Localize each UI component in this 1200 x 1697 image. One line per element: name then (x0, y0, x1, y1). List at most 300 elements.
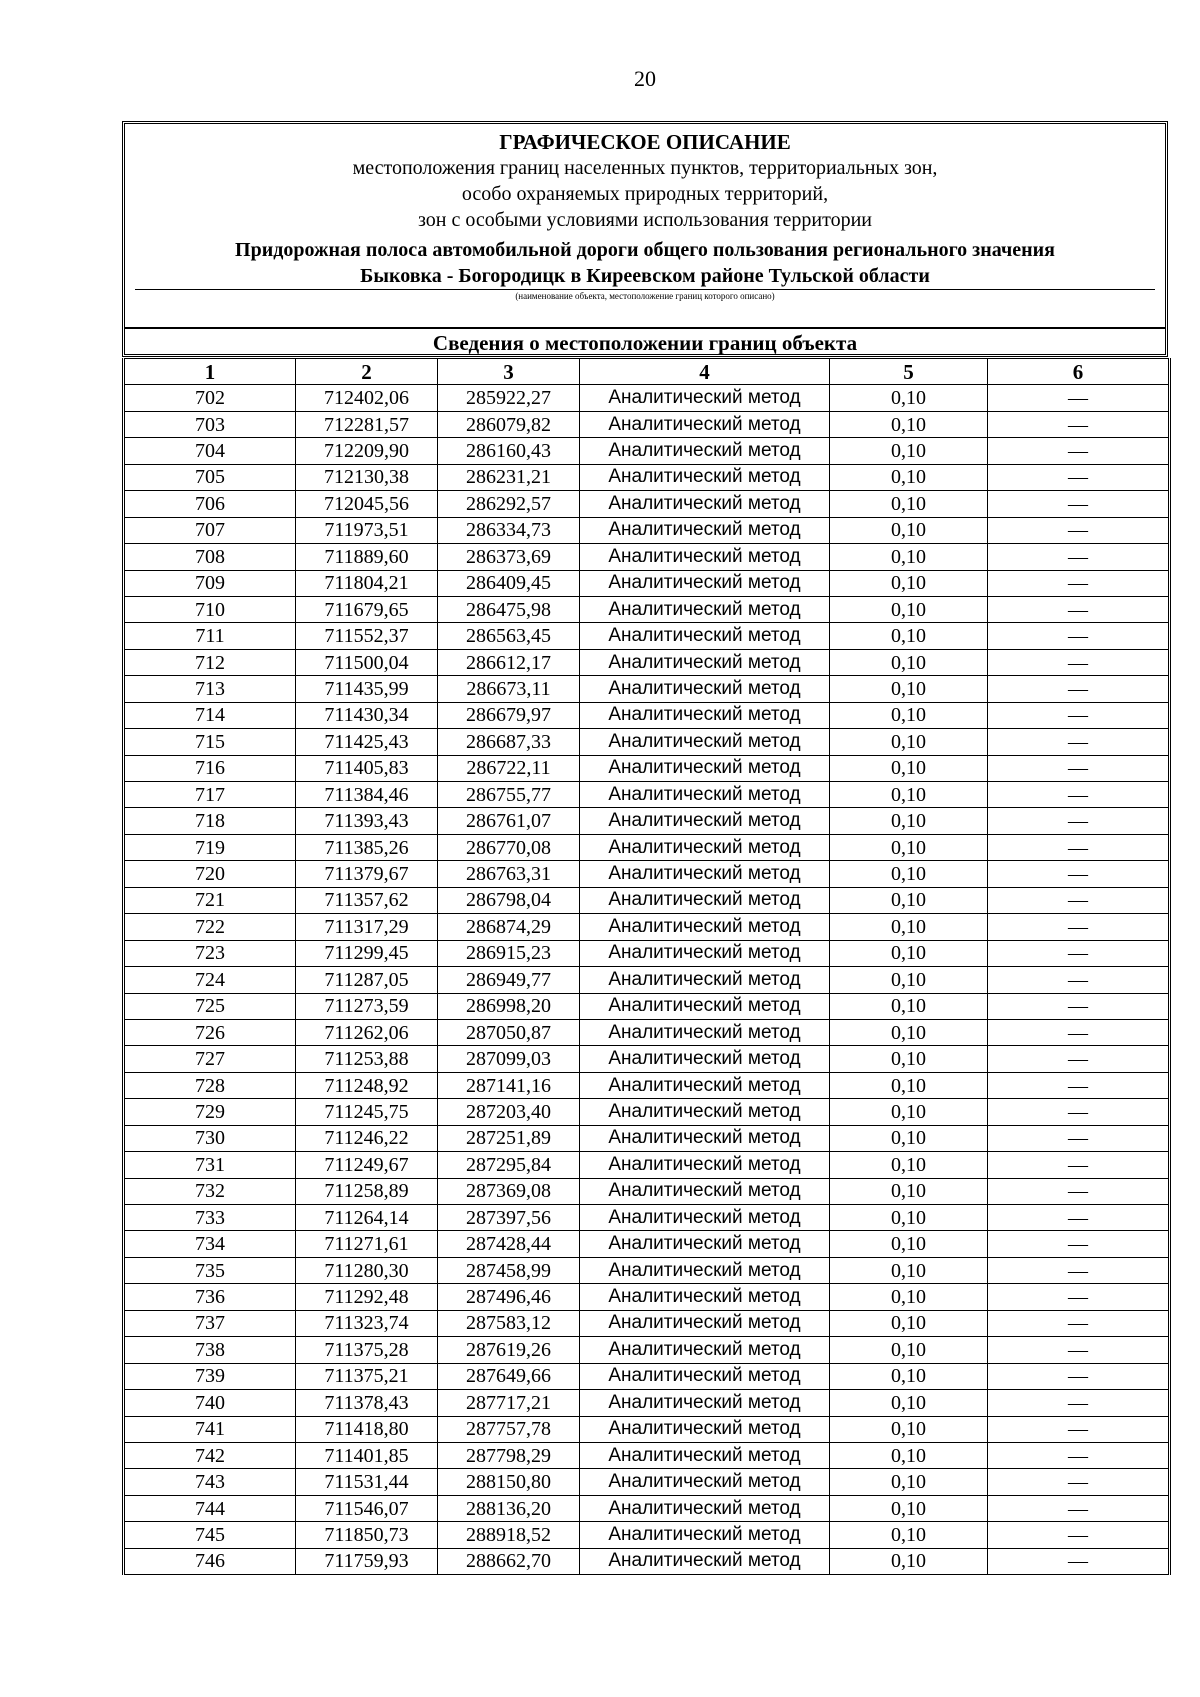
description-cell: — (988, 834, 1170, 860)
y-coordinate-cell: 286915,23 (438, 940, 580, 966)
description-cell: — (988, 1178, 1170, 1204)
x-coordinate-cell: 712281,57 (296, 411, 438, 437)
table-row (124, 834, 1170, 860)
method-cell: Аналитический метод (580, 834, 830, 860)
description-cell: — (988, 1205, 1170, 1231)
accuracy-cell: 0,10 (830, 1469, 988, 1495)
description-cell: — (988, 544, 1170, 570)
point-number-cell: 713 (124, 676, 296, 702)
accuracy-cell: 0,10 (830, 1337, 988, 1363)
table-row (124, 1231, 1170, 1257)
description-cell: — (988, 1152, 1170, 1178)
x-coordinate-cell: 711262,06 (296, 1019, 438, 1045)
point-number-cell: 731 (124, 1152, 296, 1178)
description-cell: — (988, 993, 1170, 1019)
x-coordinate-cell: 711430,34 (296, 702, 438, 728)
object-caption: (наименование объекта, местоположение границ которого описано) (515, 291, 775, 301)
y-coordinate-cell: 286998,20 (438, 993, 580, 1019)
x-coordinate-cell: 711317,29 (296, 914, 438, 940)
x-coordinate-cell: 711418,80 (296, 1416, 438, 1442)
object-underline (135, 289, 1155, 290)
y-coordinate-cell: 286770,08 (438, 834, 580, 860)
description-cell: — (988, 1072, 1170, 1098)
accuracy-cell: 0,10 (830, 1152, 988, 1178)
method-cell: Аналитический метод (580, 1205, 830, 1231)
y-coordinate-cell: 287295,84 (438, 1152, 580, 1178)
description-cell: — (988, 676, 1170, 702)
accuracy-cell: 0,10 (830, 1231, 988, 1257)
point-number-cell: 734 (124, 1231, 296, 1257)
x-coordinate-cell: 711425,43 (296, 729, 438, 755)
table-row (124, 861, 1170, 887)
table-row (124, 1205, 1170, 1231)
point-number-cell: 709 (124, 570, 296, 596)
point-number-cell: 738 (124, 1337, 296, 1363)
y-coordinate-cell: 287050,87 (438, 1019, 580, 1045)
point-number-cell: 745 (124, 1522, 296, 1548)
accuracy-cell: 0,10 (830, 464, 988, 490)
y-coordinate-cell: 286334,73 (438, 517, 580, 543)
y-coordinate-cell: 286475,98 (438, 596, 580, 622)
y-coordinate-cell: 287203,40 (438, 1099, 580, 1125)
accuracy-cell: 0,10 (830, 1522, 988, 1548)
description-cell: — (988, 1442, 1170, 1468)
table-row (124, 438, 1170, 464)
point-number-cell: 715 (124, 729, 296, 755)
point-number-cell: 718 (124, 808, 296, 834)
method-cell: Аналитический метод (580, 755, 830, 781)
y-coordinate-cell: 287251,89 (438, 1125, 580, 1151)
method-cell: Аналитический метод (580, 544, 830, 570)
table-row (124, 755, 1170, 781)
x-coordinate-cell: 711405,83 (296, 755, 438, 781)
accuracy-cell: 0,10 (830, 729, 988, 755)
y-coordinate-cell: 287397,56 (438, 1205, 580, 1231)
table-row (124, 1522, 1170, 1548)
y-coordinate-cell: 286874,29 (438, 914, 580, 940)
method-cell: Аналитический метод (580, 914, 830, 940)
point-number-cell: 729 (124, 1099, 296, 1125)
accuracy-cell: 0,10 (830, 993, 988, 1019)
y-coordinate-cell: 285922,27 (438, 385, 580, 411)
description-cell: — (988, 782, 1170, 808)
accuracy-cell: 0,10 (830, 649, 988, 675)
accuracy-cell: 0,10 (830, 544, 988, 570)
method-cell: Аналитический метод (580, 1125, 830, 1151)
description-cell: — (988, 1125, 1170, 1151)
point-number-cell: 739 (124, 1363, 296, 1389)
y-coordinate-cell: 288662,70 (438, 1548, 580, 1574)
point-number-cell: 733 (124, 1205, 296, 1231)
x-coordinate-cell: 711280,30 (296, 1257, 438, 1283)
point-number-cell: 730 (124, 1125, 296, 1151)
table-row (124, 808, 1170, 834)
method-cell: Аналитический метод (580, 1442, 830, 1468)
method-cell: Аналитический метод (580, 1046, 830, 1072)
description-cell: — (988, 887, 1170, 913)
point-number-cell: 712 (124, 649, 296, 675)
accuracy-cell: 0,10 (830, 517, 988, 543)
accuracy-cell: 0,10 (830, 1099, 988, 1125)
y-coordinate-cell: 287717,21 (438, 1390, 580, 1416)
accuracy-cell: 0,10 (830, 1310, 988, 1336)
x-coordinate-cell: 712209,90 (296, 438, 438, 464)
point-number-cell: 744 (124, 1495, 296, 1521)
column-header: 4 (580, 359, 830, 385)
table-row (124, 517, 1170, 543)
table-row (124, 1046, 1170, 1072)
method-cell: Аналитический метод (580, 464, 830, 490)
method-cell: Аналитический метод (580, 1522, 830, 1548)
method-cell: Аналитический метод (580, 1495, 830, 1521)
y-coordinate-cell: 287428,44 (438, 1231, 580, 1257)
section-title: Сведения о местоположении границ объекта (432, 331, 858, 355)
method-cell: Аналитический метод (580, 729, 830, 755)
method-cell: Аналитический метод (580, 623, 830, 649)
accuracy-cell: 0,10 (830, 1125, 988, 1151)
y-coordinate-cell: 287099,03 (438, 1046, 580, 1072)
accuracy-cell: 0,10 (830, 1363, 988, 1389)
description-cell: — (988, 1019, 1170, 1045)
point-number-cell: 707 (124, 517, 296, 543)
table-row (124, 993, 1170, 1019)
y-coordinate-cell: 286949,77 (438, 967, 580, 993)
description-cell: — (988, 1310, 1170, 1336)
method-cell: Аналитический метод (580, 1548, 830, 1574)
table-row (124, 1178, 1170, 1204)
x-coordinate-cell: 711378,43 (296, 1390, 438, 1416)
point-number-cell: 724 (124, 967, 296, 993)
point-number-cell: 723 (124, 940, 296, 966)
accuracy-cell: 0,10 (830, 1548, 988, 1574)
x-coordinate-cell: 711249,67 (296, 1152, 438, 1178)
method-cell: Аналитический метод (580, 887, 830, 913)
point-number-cell: 704 (124, 438, 296, 464)
x-coordinate-cell: 712045,56 (296, 491, 438, 517)
point-number-cell: 716 (124, 755, 296, 781)
x-coordinate-cell: 711531,44 (296, 1469, 438, 1495)
table-row (124, 1442, 1170, 1468)
accuracy-cell: 0,10 (830, 385, 988, 411)
y-coordinate-cell: 286079,82 (438, 411, 580, 437)
description-cell: — (988, 517, 1170, 543)
accuracy-cell: 0,10 (830, 676, 988, 702)
accuracy-cell: 0,10 (830, 834, 988, 860)
description-cell: — (988, 940, 1170, 966)
method-cell: Аналитический метод (580, 649, 830, 675)
accuracy-cell: 0,10 (830, 491, 988, 517)
y-coordinate-cell: 287458,99 (438, 1257, 580, 1283)
y-coordinate-cell: 288918,52 (438, 1522, 580, 1548)
subtitle-line-2: особо охраняемых природных территорий, (461, 183, 829, 205)
table-row (124, 967, 1170, 993)
accuracy-cell: 0,10 (830, 1495, 988, 1521)
method-cell: Аналитический метод (580, 1416, 830, 1442)
table-row (124, 1363, 1170, 1389)
point-number-cell: 711 (124, 623, 296, 649)
accuracy-cell: 0,10 (830, 1072, 988, 1098)
description-cell: — (988, 1231, 1170, 1257)
point-number-cell: 719 (124, 834, 296, 860)
accuracy-cell: 0,10 (830, 782, 988, 808)
point-number-cell: 743 (124, 1469, 296, 1495)
x-coordinate-cell: 711435,99 (296, 676, 438, 702)
description-cell: — (988, 1416, 1170, 1442)
description-cell: — (988, 861, 1170, 887)
x-coordinate-cell: 711679,65 (296, 596, 438, 622)
table-row (124, 570, 1170, 596)
table-row (124, 596, 1170, 622)
description-cell: — (988, 1257, 1170, 1283)
accuracy-cell: 0,10 (830, 967, 988, 993)
x-coordinate-cell: 712130,38 (296, 464, 438, 490)
method-cell: Аналитический метод (580, 993, 830, 1019)
accuracy-cell: 0,10 (830, 1442, 988, 1468)
table-row (124, 1072, 1170, 1098)
y-coordinate-cell: 287369,08 (438, 1178, 580, 1204)
accuracy-cell: 0,10 (830, 623, 988, 649)
accuracy-cell: 0,10 (830, 702, 988, 728)
y-coordinate-cell: 286612,17 (438, 649, 580, 675)
method-cell: Аналитический метод (580, 438, 830, 464)
point-number-cell: 717 (124, 782, 296, 808)
x-coordinate-cell: 711258,89 (296, 1178, 438, 1204)
description-cell: — (988, 596, 1170, 622)
y-coordinate-cell: 286160,43 (438, 438, 580, 464)
y-coordinate-cell: 288136,20 (438, 1495, 580, 1521)
accuracy-cell: 0,10 (830, 755, 988, 781)
accuracy-cell: 0,10 (830, 1284, 988, 1310)
y-coordinate-cell: 287141,16 (438, 1072, 580, 1098)
description-cell: — (988, 438, 1170, 464)
point-number-cell: 732 (124, 1178, 296, 1204)
point-number-cell: 706 (124, 491, 296, 517)
description-cell: — (988, 385, 1170, 411)
y-coordinate-cell: 286687,33 (438, 729, 580, 755)
method-cell: Аналитический метод (580, 1152, 830, 1178)
table-row (124, 1469, 1170, 1495)
y-coordinate-cell: 287649,66 (438, 1363, 580, 1389)
description-cell: — (988, 1495, 1170, 1521)
x-coordinate-cell: 711246,22 (296, 1125, 438, 1151)
document-title: ГРАФИЧЕСКОЕ ОПИСАНИЕ (499, 130, 791, 154)
table-row (124, 914, 1170, 940)
accuracy-cell: 0,10 (830, 596, 988, 622)
x-coordinate-cell: 711973,51 (296, 517, 438, 543)
description-cell: — (988, 1548, 1170, 1574)
column-header: 3 (438, 359, 580, 385)
table-row (124, 1310, 1170, 1336)
x-coordinate-cell: 711323,74 (296, 1310, 438, 1336)
y-coordinate-cell: 286755,77 (438, 782, 580, 808)
point-number-cell: 726 (124, 1019, 296, 1045)
accuracy-cell: 0,10 (830, 914, 988, 940)
y-coordinate-cell: 286763,31 (438, 861, 580, 887)
y-coordinate-cell: 287757,78 (438, 1416, 580, 1442)
table-row (124, 491, 1170, 517)
table-row (124, 649, 1170, 675)
accuracy-cell: 0,10 (830, 1390, 988, 1416)
accuracy-cell: 0,10 (830, 1019, 988, 1045)
subtitle-line-3: зон с особыми условиями использования территории (417, 209, 873, 231)
method-cell: Аналитический метод (580, 808, 830, 834)
description-cell: — (988, 1046, 1170, 1072)
table-row (124, 464, 1170, 490)
point-number-cell: 722 (124, 914, 296, 940)
y-coordinate-cell: 287583,12 (438, 1310, 580, 1336)
description-cell: — (988, 1284, 1170, 1310)
method-cell: Аналитический метод (580, 967, 830, 993)
point-number-cell: 708 (124, 544, 296, 570)
method-cell: Аналитический метод (580, 570, 830, 596)
description-cell: — (988, 411, 1170, 437)
table-row (124, 1019, 1170, 1045)
accuracy-cell: 0,10 (830, 887, 988, 913)
method-cell: Аналитический метод (580, 782, 830, 808)
method-cell: Аналитический метод (580, 1231, 830, 1257)
table-row (124, 1495, 1170, 1521)
x-coordinate-cell: 711552,37 (296, 623, 438, 649)
table-header-row (124, 359, 1170, 385)
x-coordinate-cell: 711889,60 (296, 544, 438, 570)
point-number-cell: 741 (124, 1416, 296, 1442)
table-row (124, 1152, 1170, 1178)
y-coordinate-cell: 286563,45 (438, 623, 580, 649)
method-cell: Аналитический метод (580, 861, 830, 887)
method-cell: Аналитический метод (580, 385, 830, 411)
x-coordinate-cell: 711500,04 (296, 649, 438, 675)
table-row (124, 1125, 1170, 1151)
y-coordinate-cell: 286292,57 (438, 491, 580, 517)
method-cell: Аналитический метод (580, 1390, 830, 1416)
point-number-cell: 725 (124, 993, 296, 1019)
object-name-line-2: Быковка - Богородицк в Киреевском районе Тульской области (360, 265, 930, 287)
description-cell: — (988, 914, 1170, 940)
method-cell: Аналитический метод (580, 1284, 830, 1310)
table-row (124, 1416, 1170, 1442)
method-cell: Аналитический метод (580, 1257, 830, 1283)
x-coordinate-cell: 711248,92 (296, 1072, 438, 1098)
column-header: 2 (296, 359, 438, 385)
x-coordinate-cell: 711804,21 (296, 570, 438, 596)
point-number-cell: 702 (124, 385, 296, 411)
x-coordinate-cell: 711401,85 (296, 1442, 438, 1468)
column-header: 1 (124, 359, 296, 385)
point-number-cell: 703 (124, 411, 296, 437)
y-coordinate-cell: 286679,97 (438, 702, 580, 728)
x-coordinate-cell: 711264,14 (296, 1205, 438, 1231)
point-number-cell: 728 (124, 1072, 296, 1098)
x-coordinate-cell: 711384,46 (296, 782, 438, 808)
method-cell: Аналитический метод (580, 1072, 830, 1098)
column-header: 5 (830, 359, 988, 385)
document-header-frame (122, 121, 1168, 357)
x-coordinate-cell: 712402,06 (296, 385, 438, 411)
accuracy-cell: 0,10 (830, 1046, 988, 1072)
description-cell: — (988, 570, 1170, 596)
description-cell: — (988, 808, 1170, 834)
description-cell: — (988, 491, 1170, 517)
table-row (124, 887, 1170, 913)
point-number-cell: 727 (124, 1046, 296, 1072)
y-coordinate-cell: 287798,29 (438, 1442, 580, 1468)
accuracy-cell: 0,10 (830, 411, 988, 437)
method-cell: Аналитический метод (580, 940, 830, 966)
y-coordinate-cell: 286409,45 (438, 570, 580, 596)
description-cell: — (988, 649, 1170, 675)
x-coordinate-cell: 711299,45 (296, 940, 438, 966)
table-row (124, 676, 1170, 702)
method-cell: Аналитический метод (580, 517, 830, 543)
method-cell: Аналитический метод (580, 1099, 830, 1125)
description-cell: — (988, 1390, 1170, 1416)
point-number-cell: 737 (124, 1310, 296, 1336)
description-cell: — (988, 1522, 1170, 1548)
x-coordinate-cell: 711850,73 (296, 1522, 438, 1548)
x-coordinate-cell: 711287,05 (296, 967, 438, 993)
table-row (124, 1337, 1170, 1363)
table-row (124, 729, 1170, 755)
description-cell: — (988, 702, 1170, 728)
description-cell: — (988, 1469, 1170, 1495)
description-cell: — (988, 755, 1170, 781)
method-cell: Аналитический метод (580, 411, 830, 437)
x-coordinate-cell: 711385,26 (296, 834, 438, 860)
table-row (124, 1548, 1170, 1574)
table-row (124, 702, 1170, 728)
x-coordinate-cell: 711253,88 (296, 1046, 438, 1072)
point-number-cell: 736 (124, 1284, 296, 1310)
method-cell: Аналитический метод (580, 1363, 830, 1389)
description-cell: — (988, 1337, 1170, 1363)
accuracy-cell: 0,10 (830, 861, 988, 887)
y-coordinate-cell: 286373,69 (438, 544, 580, 570)
table-row (124, 782, 1170, 808)
y-coordinate-cell: 287496,46 (438, 1284, 580, 1310)
table-row (124, 1284, 1170, 1310)
y-coordinate-cell: 286722,11 (438, 755, 580, 781)
column-header: 6 (988, 359, 1170, 385)
method-cell: Аналитический метод (580, 702, 830, 728)
coordinates-table (122, 358, 1171, 1575)
method-cell: Аналитический метод (580, 1310, 830, 1336)
subtitle-line-1: местоположения границ населенных пунктов, территориальных зон, (352, 157, 938, 179)
x-coordinate-cell: 711546,07 (296, 1495, 438, 1521)
description-cell: — (988, 729, 1170, 755)
page-number: 20 (634, 66, 656, 91)
x-coordinate-cell: 711375,21 (296, 1363, 438, 1389)
method-cell: Аналитический метод (580, 1469, 830, 1495)
x-coordinate-cell: 711393,43 (296, 808, 438, 834)
accuracy-cell: 0,10 (830, 940, 988, 966)
table-row (124, 1099, 1170, 1125)
accuracy-cell: 0,10 (830, 1416, 988, 1442)
x-coordinate-cell: 711379,67 (296, 861, 438, 887)
y-coordinate-cell: 288150,80 (438, 1469, 580, 1495)
x-coordinate-cell: 711375,28 (296, 1337, 438, 1363)
table-row (124, 623, 1170, 649)
table-row (124, 940, 1170, 966)
point-number-cell: 710 (124, 596, 296, 622)
x-coordinate-cell: 711292,48 (296, 1284, 438, 1310)
table-row (124, 411, 1170, 437)
y-coordinate-cell: 287619,26 (438, 1337, 580, 1363)
accuracy-cell: 0,10 (830, 1178, 988, 1204)
method-cell: Аналитический метод (580, 1178, 830, 1204)
method-cell: Аналитический метод (580, 676, 830, 702)
point-number-cell: 740 (124, 1390, 296, 1416)
table-row (124, 1390, 1170, 1416)
